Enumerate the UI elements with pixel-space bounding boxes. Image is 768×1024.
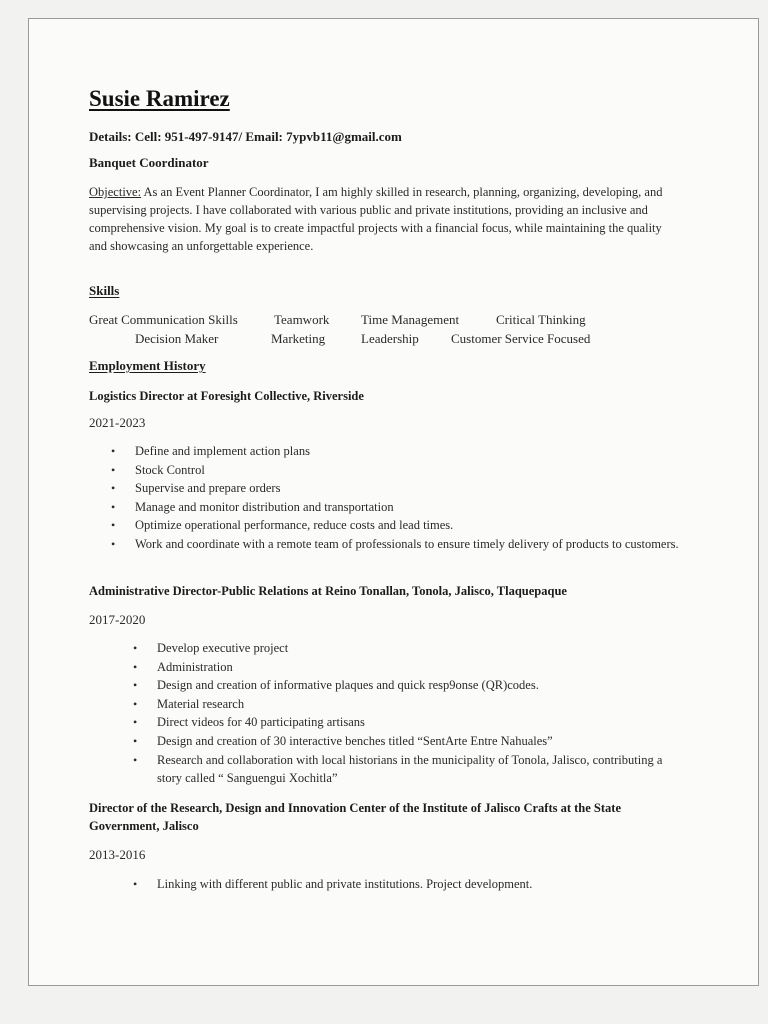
list-item: • Direct videos for 40 participating artisans	[133, 713, 673, 732]
resume-page	[28, 18, 759, 986]
employment-heading: Employment History	[89, 358, 206, 373]
contact-details: Details: Cell: 951-497-9147/ Email: 7ypvb11@gmail.com	[89, 129, 402, 144]
skill-item: Time Management	[361, 312, 460, 327]
job-duties-list	[111, 442, 681, 554]
job-years: 2017-2020	[89, 612, 146, 627]
skill-item: Teamwork	[274, 312, 330, 327]
list-item: • Material research	[133, 695, 673, 714]
list-item: • Manage and monitor distribution and transportation	[111, 498, 681, 517]
skill-item: Decision Maker	[135, 331, 219, 346]
skill-item: Critical Thinking	[496, 312, 586, 327]
list-item: • Define and implement action plans	[111, 442, 681, 461]
list-item: • Administration	[133, 658, 673, 677]
list-item: • Optimize operational performance, reduce costs and lead times.	[111, 516, 681, 535]
skill-item: Marketing	[271, 331, 326, 346]
list-item: • Research and collaboration with local historians in the municipality of Tonola, Jalisco, contributing a story called “ Sanguengui Xochitla”	[133, 751, 673, 788]
job-years: 2021-2023	[89, 415, 146, 430]
job-title: Administrative Director-Public Relations at Reino Tonallan, Tonola, Jalisco, Tlaquepaque	[89, 584, 567, 598]
job-title: Director of the Research, Design and Innovation Center of the Institute of Jalisco Crafts at the State Government, Jalisco	[89, 801, 622, 833]
list-item: • Develop executive project	[133, 639, 673, 658]
job-years: 2013-2016	[89, 847, 146, 862]
skills-heading: Skills	[89, 283, 120, 298]
skill-item: Great Communication Skills	[89, 312, 238, 327]
job-title: Logistics Director at Foresight Collective, Riverside	[89, 389, 364, 403]
list-item: • Stock Control	[111, 461, 681, 480]
skill-item: Leadership	[361, 331, 419, 346]
list-item: • Supervise and prepare orders	[111, 479, 681, 498]
job-duties-list	[133, 639, 673, 788]
candidate-name: Susie Ramirez	[89, 86, 230, 111]
list-item: • Linking with different public and private institutions. Project development.	[133, 875, 673, 894]
objective-paragraph	[89, 183, 679, 255]
role-title: Banquet Coordinator	[89, 155, 209, 170]
list-item: • Design and creation of 30 interactive benches titled “SentArte Entre Nahuales”	[133, 732, 673, 751]
list-item: • Work and coordinate with a remote team of professionals to ensure timely delivery of products to customers.	[111, 535, 681, 554]
objective-label: Objective:	[89, 185, 142, 199]
objective-text: As an Event Planner Coordinator, I am highly skilled in research, planning, organizing, developing, and supervising projects. I have collaborated with various public and private institutions, providing an inclusive and comprehensive vision. My goal is to create impactful projects with a financial focus, while maintaining the quality and showcasing an unforgettable experience.	[89, 185, 663, 253]
job-duties-list	[133, 875, 673, 894]
list-item: • Design and creation of informative plaques and quick resp9onse (QR)codes.	[133, 676, 673, 695]
skill-item: Customer Service Focused	[451, 331, 591, 346]
